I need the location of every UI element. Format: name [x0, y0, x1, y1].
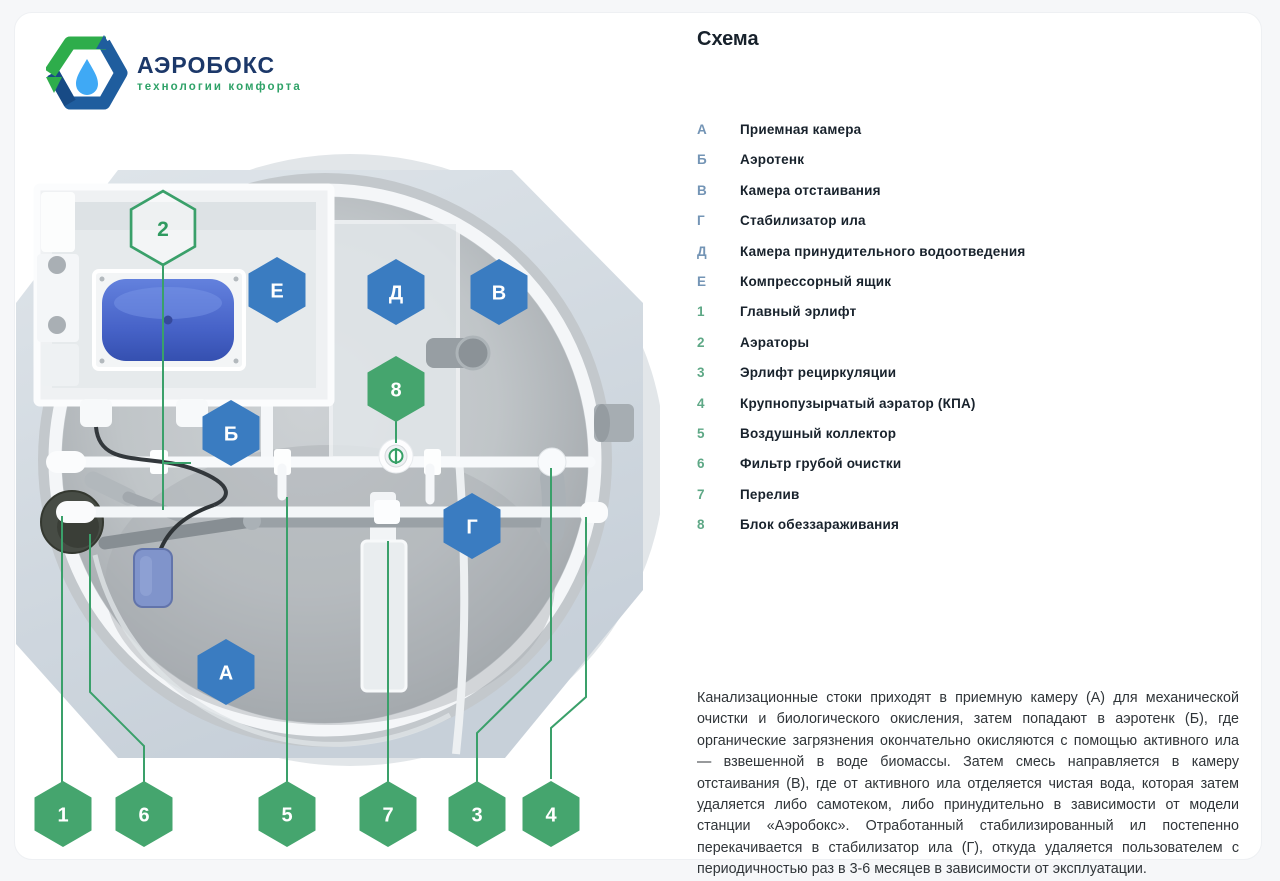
- collector-endcap: [46, 451, 86, 473]
- legend-label: Аэраторы: [740, 334, 810, 350]
- legend-label: Фильтр грубой очистки: [740, 456, 902, 472]
- legend-key: 1: [697, 304, 705, 320]
- svg-text:6: 6: [138, 804, 150, 827]
- legend-item: [697, 488, 1237, 502]
- plate-screw: [234, 359, 239, 364]
- compressor-highlight: [114, 287, 222, 319]
- svg-text:Е: Е: [270, 280, 284, 303]
- pipe-union: [374, 500, 400, 524]
- legend-label: Перелив: [740, 486, 800, 502]
- vent-grommet-2: [48, 316, 66, 334]
- tank-top-view-illustration: [0, 130, 660, 861]
- legend-label: Эрлифт рециркуляции: [740, 365, 897, 381]
- legend-item: [697, 275, 1237, 289]
- legend-item: [697, 366, 1237, 380]
- svg-text:2: 2: [157, 218, 169, 241]
- legend-label: Крупнопузырчатый аэратор (КПА): [740, 395, 976, 411]
- logo-text: [137, 54, 302, 94]
- legend-label: Камера принудительного водоотведения: [740, 243, 1026, 259]
- float-switch: [134, 549, 172, 607]
- svg-text:В: В: [491, 282, 507, 305]
- svg-text:7: 7: [382, 804, 394, 827]
- plate-screw: [234, 277, 239, 282]
- wall-pass-flange: [457, 337, 489, 369]
- marker-part-3: [449, 781, 506, 847]
- legend-item: [697, 245, 1237, 259]
- legend-item: [697, 457, 1237, 471]
- svg-text:3: 3: [471, 804, 483, 827]
- vent-grommet-1: [48, 256, 66, 274]
- outlet-flange: [594, 404, 610, 442]
- legend-item: [697, 397, 1237, 411]
- legend-key: 4: [697, 395, 705, 411]
- svg-text:8: 8: [390, 379, 402, 402]
- legend-label: Приемная камера: [740, 122, 862, 137]
- legend-key: Д: [697, 243, 707, 259]
- svg-text:Б: Б: [223, 423, 239, 446]
- legend-key: 5: [697, 425, 705, 441]
- legend-key: В: [697, 182, 707, 198]
- logo-hexagon-drop-icon: [46, 35, 128, 113]
- schema-title: Схема: [697, 28, 759, 50]
- legend-key: 3: [697, 365, 705, 381]
- legend-item: [697, 336, 1237, 350]
- legend-label: Главный эрлифт: [740, 304, 857, 320]
- legend-item: [697, 427, 1237, 441]
- legend-label: Стабилизатор ила: [740, 213, 866, 229]
- svg-text:Д: Д: [388, 282, 404, 305]
- logo: [46, 35, 302, 113]
- logo-water-drop-icon: [76, 59, 98, 95]
- kpa-elbow: [552, 478, 554, 532]
- description-paragraph: Канализационные стоки приходят в приемную камеру (А) для механической очистки и биологического окисления, затем попадают в аэротенк (Б), где органические загрязнения окончательно окисляются с помощью активного ила — взвешенной в воде биомассы. Затем смесь направляется в камеру отстаивания (В), где от активного ила отделяется чистая вода, которая затем удаляется либо самотеком, либо принудительно в зависимости от модели станции «Аэробокс». Отработанный стабилизированный ил постепенно перекачивается в стабилизатор ила (Г), откуда удаляется пользователем с периодичностью раз в 3-6 месяцев в зависимости от эксплуатации.: [697, 690, 1239, 878]
- marker-part-7: [360, 781, 417, 847]
- svg-text:4: 4: [545, 804, 557, 827]
- plate-screw: [100, 359, 105, 364]
- compressor-cap: [164, 316, 173, 325]
- overflow-box: [362, 541, 406, 691]
- legend-item: [697, 184, 1237, 198]
- legend-label: Аэротенк: [740, 152, 805, 168]
- logo-title: АЭРОБОКС: [137, 52, 276, 79]
- legend-item: [697, 153, 1237, 167]
- latch-block-top: [41, 192, 75, 252]
- legend-list: [697, 123, 1237, 548]
- legend-label: Воздушный коллектор: [740, 425, 897, 441]
- legend-label: Блок обеззараживания: [740, 517, 900, 533]
- legend-key: 6: [697, 456, 705, 472]
- pipe-endcap-right: [580, 502, 608, 523]
- legend-key: Г: [697, 213, 705, 229]
- legend-item: [697, 123, 1237, 137]
- float-switch-highlight: [140, 556, 152, 596]
- marker-part-4: [523, 781, 580, 847]
- svg-text:А: А: [218, 662, 234, 685]
- legend-item: [697, 214, 1237, 228]
- plate-screw: [100, 277, 105, 282]
- legend-key: А: [697, 122, 707, 137]
- legend-item: [697, 305, 1237, 319]
- svg-text:Г: Г: [466, 516, 478, 539]
- marker-part-1: [35, 781, 92, 847]
- legend-item: [697, 518, 1237, 532]
- logo-subtitle: технологии комфорта: [137, 81, 302, 94]
- marker-part-6: [116, 781, 173, 847]
- disinfection-block: [379, 439, 413, 473]
- legend-key: 7: [697, 486, 705, 502]
- legend-label: Камера отстаивания: [740, 182, 881, 198]
- svg-text:5: 5: [281, 804, 293, 827]
- legend-key: Е: [697, 273, 707, 289]
- legend-key: 2: [697, 334, 705, 350]
- legend-key: 8: [697, 517, 705, 533]
- cable-gland-1: [80, 399, 112, 427]
- marker-part-5: [259, 781, 316, 847]
- legend-key: Б: [697, 152, 707, 168]
- svg-text:1: 1: [57, 804, 69, 827]
- latch-block-bottom: [41, 344, 79, 386]
- legend-label: Компрессорный ящик: [740, 273, 892, 289]
